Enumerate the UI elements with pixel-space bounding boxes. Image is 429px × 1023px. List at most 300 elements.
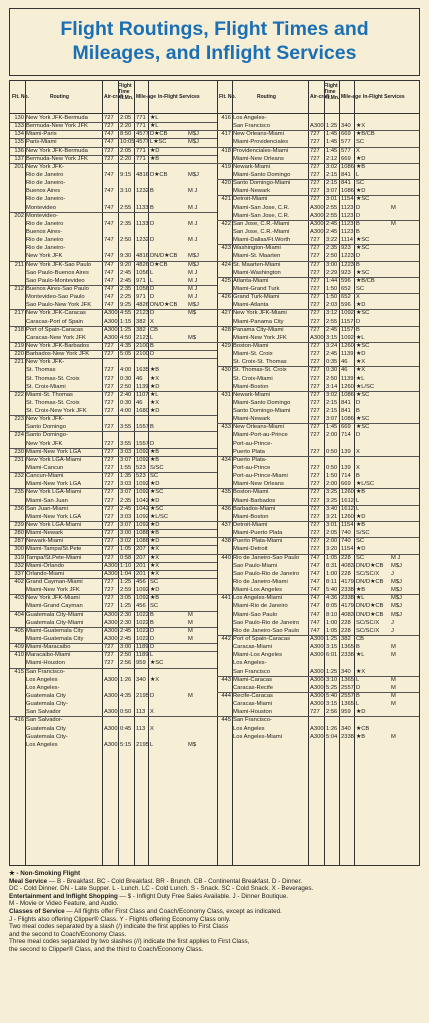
routing: Santo Domingo-Miami xyxy=(233,180,291,187)
aircraft: 727 xyxy=(310,318,320,325)
flight-number: 222 xyxy=(14,391,24,398)
meal-service: D xyxy=(150,285,155,292)
flight-number: 332 xyxy=(14,562,24,569)
routing: Rio de Janeiro-Miami xyxy=(233,579,288,586)
table-row xyxy=(217,431,419,439)
flight-number: 217 xyxy=(14,310,24,317)
aircraft: 747 xyxy=(310,587,320,594)
mileage: 1114 xyxy=(341,237,354,244)
meal-service: ★D xyxy=(150,497,160,504)
table-row xyxy=(217,147,419,155)
flight-time: 3:00 xyxy=(120,644,132,651)
flight-number: 135 xyxy=(14,139,24,146)
aircraft: A300 xyxy=(104,318,118,325)
mileage: 340 xyxy=(341,725,351,732)
flight-time: 2:55 xyxy=(120,204,132,211)
mileage: 1086 xyxy=(341,416,354,423)
aircraft: 727 xyxy=(104,448,114,455)
routing: Caracas-New York JFK xyxy=(26,334,86,341)
mileage: 228 xyxy=(341,627,351,634)
aircraft: 727 xyxy=(310,326,320,333)
mileage: 1635 xyxy=(136,367,149,374)
legend-entertainment: Entertainment and Inflight Shopping — $ - Inflight Duty Free Sales Available. J - Dinner Boutique. xyxy=(9,892,289,900)
aircraft: 747 xyxy=(104,277,114,284)
aircraft: A300 xyxy=(310,692,324,699)
flight-time: 3:03 xyxy=(120,448,132,455)
mileage: 46 xyxy=(136,375,143,382)
flight-number: 416 xyxy=(14,717,24,724)
mileage: 841 xyxy=(341,180,351,187)
aircraft: A300 xyxy=(104,334,118,341)
meal-service: SC/SC/X xyxy=(356,619,380,626)
routing: Miami-Guatemala City xyxy=(26,636,84,642)
table-row xyxy=(10,350,217,358)
mileage: 4083 xyxy=(341,611,354,618)
meal-service: D xyxy=(150,692,155,699)
mileage: 1086 xyxy=(341,391,354,398)
flight-number: 425 xyxy=(221,277,231,284)
table-row xyxy=(217,635,419,643)
flight-number: 337 xyxy=(14,570,24,577)
mileage: 1086 xyxy=(136,538,149,545)
table-row xyxy=(10,488,217,496)
mileage: 1056 xyxy=(136,269,149,276)
routing: St. Croix-Miami xyxy=(233,375,273,382)
entertainment: M$J xyxy=(391,611,402,618)
meal-service: ★X xyxy=(150,375,160,382)
flight-time: 1:26 xyxy=(120,676,132,683)
mileage: 652 xyxy=(341,294,351,301)
hdr-flt: Flt. No. xyxy=(219,94,236,100)
meal-service: ★L/SC xyxy=(150,513,169,520)
entertainment: M$J xyxy=(391,579,402,586)
aircraft: 727 xyxy=(310,408,320,415)
table-row xyxy=(10,383,217,391)
table-row xyxy=(217,334,419,342)
flight-time: 5:25 xyxy=(326,684,338,691)
aircraft: 727 xyxy=(310,269,320,276)
mileage: 971 xyxy=(136,294,146,301)
routing: San Salvador xyxy=(26,709,61,716)
flight-number: 434 xyxy=(221,456,231,463)
mileage: 139 xyxy=(341,465,351,472)
flight-time: 2:45 xyxy=(326,220,338,227)
table-row xyxy=(217,684,419,692)
entertainment: M xyxy=(391,652,396,659)
aircraft: 747 xyxy=(104,131,114,138)
table-row xyxy=(10,635,217,643)
aircraft: A300 xyxy=(310,733,324,740)
meal-service: ★X xyxy=(150,570,160,577)
flight-number: 438 xyxy=(221,538,231,545)
table-row xyxy=(217,326,419,334)
entertainment: M$J xyxy=(188,131,199,138)
routing: Miami-New Orleans xyxy=(233,481,284,488)
aircraft: 727 xyxy=(104,530,114,537)
mileage: 596 xyxy=(341,302,351,309)
table-row xyxy=(217,375,419,383)
routing: Miami-New Orleans xyxy=(233,155,284,162)
mileage: 714 xyxy=(341,473,351,480)
meal-service: ★L xyxy=(150,391,159,398)
routing: Guatemala City-Miami xyxy=(26,619,84,626)
mileage: 1092 xyxy=(136,481,149,488)
mileage: 1260 xyxy=(341,383,354,390)
routing: Rio de Janeiro- xyxy=(26,245,66,252)
entertainment: M J xyxy=(188,285,198,292)
routing: Tampa/St.Pete-Miami xyxy=(26,554,82,561)
flight-time: 3:12 xyxy=(326,310,338,317)
mileage: 1260 xyxy=(341,342,354,349)
flight-time: 9:30 xyxy=(120,253,132,260)
flight-time: 1:45 xyxy=(326,131,338,138)
routing: Miami-Santo Domingo xyxy=(233,399,291,406)
meal-service: ★D xyxy=(356,546,366,553)
flight-time: 4:00 xyxy=(120,408,132,415)
mileage: 340 xyxy=(136,676,146,683)
routing: Caracas-Miami xyxy=(233,701,272,708)
right-header xyxy=(217,81,419,114)
left-rows xyxy=(10,114,217,749)
routing: Miami-San Juan xyxy=(26,497,68,504)
table-row xyxy=(10,643,217,651)
flight-number: 134 xyxy=(14,131,24,138)
routing: Caracas-Port of Spain xyxy=(26,318,84,325)
mileage: 4816 xyxy=(136,171,149,178)
aircraft: 727 xyxy=(104,115,114,121)
routing: Santo Domingo xyxy=(26,424,66,431)
flight-time: 2:30 xyxy=(120,619,132,626)
mileage: 1365 xyxy=(341,644,354,651)
flight-time: 2:45 xyxy=(120,627,132,634)
hdr-aircraft: Air-craft xyxy=(310,94,330,100)
table-row xyxy=(10,342,217,350)
flight-number: 431 xyxy=(221,391,231,398)
aircraft: 727 xyxy=(310,375,320,382)
legend-classes: Classes of Service — All flights offer First Class and Coach/Economy Class, except as indicated. xyxy=(9,907,282,915)
meal-service: D★CB xyxy=(150,261,168,268)
meal-service: L xyxy=(356,676,360,683)
aircraft: 747 xyxy=(310,603,320,610)
flight-number: 430 xyxy=(221,367,231,374)
routing: Miami-New York LGA xyxy=(26,448,82,455)
routing: Sao Paulo-New York JFK xyxy=(26,302,92,309)
routing: Detroit-Miami xyxy=(233,522,268,529)
aircraft: 727 xyxy=(310,530,320,537)
table-row xyxy=(217,366,419,374)
table-row xyxy=(217,676,419,684)
routing: San Jose, C.R.-Miami xyxy=(233,220,290,227)
routing: Miami-St. Croix xyxy=(233,351,273,358)
meal-service: ★B xyxy=(150,530,160,537)
mileage: 113 xyxy=(136,709,146,716)
routing: Boston-Miami xyxy=(233,489,269,496)
aircraft: A300 xyxy=(310,701,324,708)
flight-number: 137 xyxy=(14,155,24,162)
meal-service: D xyxy=(356,204,361,211)
mileage: 1260 xyxy=(341,489,354,496)
meal-service: ★D xyxy=(150,587,160,594)
flight-number: 219 xyxy=(14,342,24,349)
flight-number: 202 xyxy=(14,212,24,219)
flight-time: 2:35 xyxy=(120,220,132,227)
aircraft: A300 xyxy=(104,676,118,683)
flight-time: 2:50 xyxy=(120,237,132,244)
flight-time: 0:50 xyxy=(326,465,338,472)
mileage: 669 xyxy=(341,131,351,138)
flight-time: 4:55 xyxy=(120,310,132,317)
aircraft: A300 xyxy=(104,692,118,699)
table-row xyxy=(217,733,419,741)
mileage: 4826 xyxy=(136,261,149,268)
table-row xyxy=(217,138,419,146)
flight-number: 443 xyxy=(221,676,231,683)
routing: Caracas-Recife xyxy=(233,684,273,691)
flight-time: 1:25 xyxy=(120,326,132,333)
table-row xyxy=(217,708,419,716)
table-row xyxy=(217,488,419,496)
flight-time: 5:40 xyxy=(326,587,338,594)
mileage: 4083 xyxy=(341,562,354,569)
flight-time: 3:24 xyxy=(326,342,338,349)
aircraft: 727 xyxy=(310,261,320,268)
meal-service: ★B xyxy=(356,163,366,170)
meal-service: SC xyxy=(356,139,365,146)
routing: San Juan-Miami xyxy=(26,505,68,512)
entertainment: M xyxy=(188,627,193,634)
table-row xyxy=(217,570,419,578)
routing: Caracas-Miami xyxy=(233,644,272,651)
entertainment: M xyxy=(391,644,396,651)
legend-slash-note-cont: and the second to Coach/Economy Class. xyxy=(9,930,127,938)
flight-time: 3:02 xyxy=(120,538,132,545)
flight-time: 3:00 xyxy=(326,261,338,268)
routing: Puerto Plata-Miami xyxy=(233,538,283,545)
aircraft: 747 xyxy=(104,269,114,276)
table-row xyxy=(217,252,419,260)
flight-time: 2:30 xyxy=(120,611,132,618)
meal-service: L xyxy=(150,334,154,341)
routing: New York JFK-Bermuda xyxy=(26,147,88,154)
table-row xyxy=(10,464,217,472)
aircraft: 727 xyxy=(310,399,320,406)
aircraft: 727 xyxy=(310,302,320,309)
table-row xyxy=(217,440,419,448)
table-row xyxy=(217,472,419,480)
meal-service: ★SC xyxy=(150,505,164,512)
meal-service: B xyxy=(150,611,154,618)
flight-time: 0:50 xyxy=(120,709,132,716)
routing: San Francisco- xyxy=(26,668,65,675)
table-row xyxy=(10,138,217,146)
meal-service: L★SC xyxy=(150,139,167,146)
routing: Miami-Los Angeles xyxy=(233,587,282,594)
table-row xyxy=(10,399,217,407)
table-row xyxy=(10,244,217,252)
meal-service: SC/SC/X xyxy=(356,627,380,634)
meal-service: ★B/CB xyxy=(356,277,375,284)
entertainment: M xyxy=(391,692,396,699)
table-row xyxy=(10,676,217,684)
flight-time: 3:14 xyxy=(326,383,338,390)
meal-service: ★L/SC xyxy=(356,481,375,488)
routing: Miami-Rio de Janeiro xyxy=(233,603,288,610)
table-row xyxy=(217,562,419,570)
flight-time: 5:04 xyxy=(326,733,338,740)
flight-number: 130 xyxy=(14,115,24,121)
mileage: 1092 xyxy=(136,489,149,496)
meal-service: ★D xyxy=(150,147,160,154)
flight-number: 236 xyxy=(14,505,24,512)
mileage: 139 xyxy=(341,448,351,455)
flight-time: 1:45 xyxy=(326,147,338,154)
mileage: 652 xyxy=(341,285,351,292)
right-column xyxy=(217,81,419,865)
flight-number: 442 xyxy=(221,636,231,642)
flight-time: 5:15 xyxy=(120,741,132,748)
routing: Rio de Janeiro xyxy=(26,237,64,244)
mileage: 1092 xyxy=(136,522,149,529)
mileage: 669 xyxy=(341,424,351,431)
flight-number: 415 xyxy=(14,668,24,675)
table-row xyxy=(217,399,419,407)
routing: Miami-New York JFK xyxy=(26,587,80,594)
table-row xyxy=(10,212,217,220)
flight-time: 2:45 xyxy=(120,277,132,284)
entertainment: M J xyxy=(188,294,198,301)
hdr-routing: Routing xyxy=(257,94,276,100)
title-line-1: Flight Routings, Flight Times and xyxy=(60,18,369,40)
flight-time: 2:15 xyxy=(326,399,338,406)
aircraft: 747 xyxy=(104,220,114,227)
routing: Los Angeles xyxy=(233,725,265,732)
routing: Rio de Janeiro-Sao Paulo xyxy=(233,627,300,634)
aircraft: 747 xyxy=(104,204,114,211)
routing: Miami-Los Angeles xyxy=(233,652,282,659)
table-row xyxy=(217,301,419,309)
right-rows xyxy=(217,114,419,741)
table-row xyxy=(10,155,217,163)
routing: Detroit-Miami xyxy=(233,196,268,203)
table-row xyxy=(217,318,419,326)
routing: Boston-Miami xyxy=(233,342,269,349)
entertainment: J xyxy=(391,619,394,626)
table-row xyxy=(217,407,419,415)
flight-number: 427 xyxy=(221,310,231,317)
flight-time: 2:55 xyxy=(326,318,338,325)
table-row xyxy=(217,619,419,627)
table-row xyxy=(10,513,217,521)
flight-time: 3:07 xyxy=(326,416,338,423)
mileage: 1092 xyxy=(136,456,149,463)
meal-service: ★L xyxy=(150,123,159,130)
mileage: 2338 xyxy=(341,652,354,659)
routing: Bermuda-New York JFK xyxy=(26,155,88,162)
flight-time: 2:35 xyxy=(120,497,132,504)
meal-service: ★L xyxy=(356,595,365,602)
table-row xyxy=(217,554,419,562)
table-row xyxy=(217,513,419,521)
table-row xyxy=(217,155,419,163)
routing: Guatemala City xyxy=(26,692,66,699)
aircraft: 727 xyxy=(310,163,320,170)
routing: Miami-Washington xyxy=(233,269,281,276)
mileage: 959 xyxy=(341,709,351,716)
mileage: 46 xyxy=(341,367,348,374)
aircraft: A300 xyxy=(104,741,118,748)
meal-service: D xyxy=(150,636,155,642)
routing: Miami-New York JFK xyxy=(233,334,287,341)
entertainment: M$J xyxy=(188,302,199,309)
entertainment: M$J xyxy=(391,562,402,569)
table-row xyxy=(217,171,419,179)
aircraft: 747 xyxy=(104,139,114,146)
table-row xyxy=(217,204,419,212)
table-row xyxy=(10,651,217,659)
mileage: 228 xyxy=(341,619,351,626)
mileage: 1154 xyxy=(341,196,354,203)
aircraft: 727 xyxy=(310,522,320,529)
aircraft: 727 xyxy=(104,155,114,162)
mileage: 1042 xyxy=(136,505,149,512)
routing: New York JFK xyxy=(26,440,63,447)
flight-time: 4:36 xyxy=(326,595,338,602)
meal-service: ★D xyxy=(356,351,366,358)
mileage: 1680 xyxy=(136,408,149,415)
routing: Panama City-Miami xyxy=(233,326,284,333)
mileage: 1232 xyxy=(136,237,149,244)
meal-service: ★D xyxy=(150,522,160,529)
hdr-flt: Flt. No. xyxy=(12,94,29,100)
table-row xyxy=(10,375,217,383)
flight-number: 235 xyxy=(14,489,24,496)
routing: Rio de Janeiro- xyxy=(26,180,66,187)
meal-service: ★B xyxy=(150,456,160,463)
flight-time: 1:45 xyxy=(326,424,338,431)
table-row xyxy=(217,163,419,171)
mileage: 1092 xyxy=(136,595,149,602)
flight-time: 3:00 xyxy=(120,530,132,537)
meal-service: ★SC xyxy=(356,269,370,276)
meal-service: ★SC xyxy=(356,391,370,398)
aircraft: A300 xyxy=(310,668,324,675)
mileage: 1123 xyxy=(341,220,354,227)
flight-time: 4:00 xyxy=(120,367,132,374)
routing: New York JFK-Barbados xyxy=(26,342,90,349)
meal-service: ★B/CB xyxy=(356,131,375,138)
mileage: 1022 xyxy=(136,627,149,634)
flight-time: 1:05 xyxy=(326,554,338,561)
routing: Miami-Guatemala City xyxy=(26,627,84,634)
mileage: 523 xyxy=(136,465,146,472)
flight-time: 1:50 xyxy=(326,294,338,301)
table-row xyxy=(10,269,217,277)
mileage: 1133 xyxy=(136,204,149,211)
table-row xyxy=(217,643,419,651)
routing: St. Croix-New York JFK xyxy=(26,408,87,415)
aircraft: 727 xyxy=(310,285,320,292)
table-row xyxy=(217,130,419,138)
flight-number: 419 xyxy=(221,163,231,170)
routing: Miami-Cancun xyxy=(26,465,64,472)
aircraft: 727 xyxy=(104,554,114,561)
table-row xyxy=(10,668,217,676)
entertainment: M xyxy=(188,619,193,626)
meal-service: ★SC xyxy=(356,310,370,317)
aircraft: 747 xyxy=(104,253,114,260)
flight-time: 2:50 xyxy=(120,652,132,659)
table-row xyxy=(10,122,217,130)
